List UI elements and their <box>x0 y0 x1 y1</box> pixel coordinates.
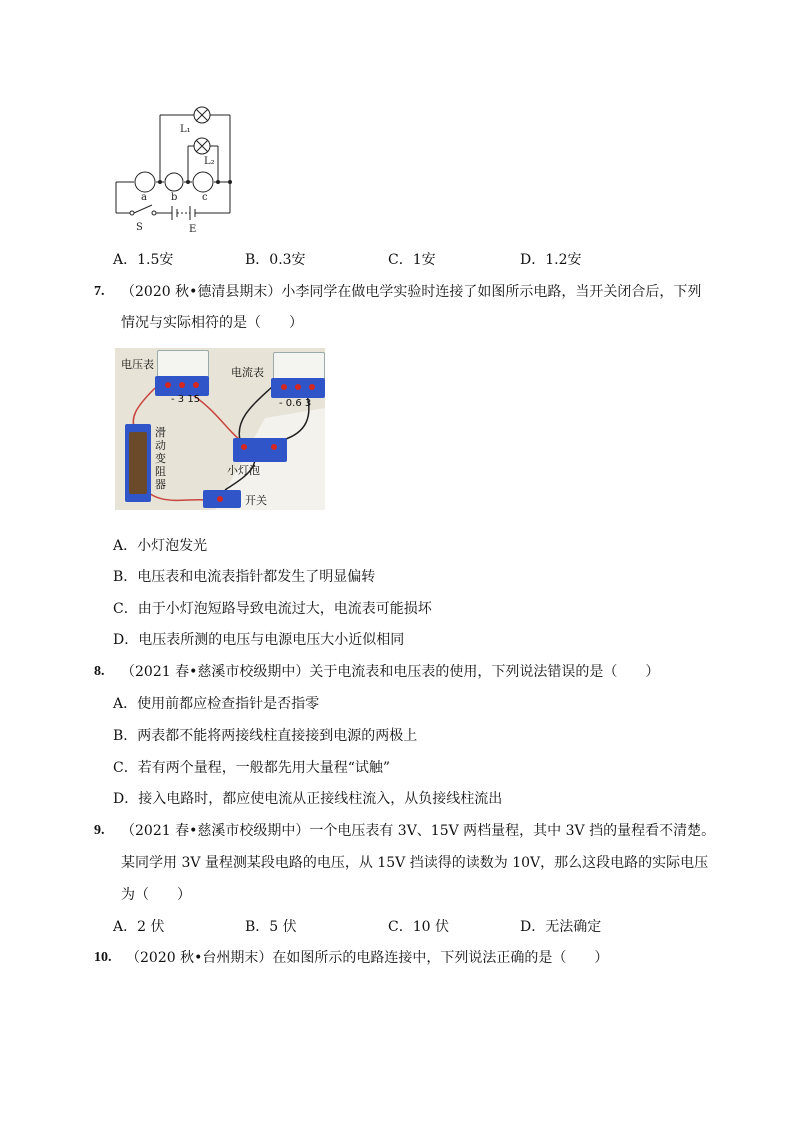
switch-blade <box>134 205 152 213</box>
ammeter-b <box>165 173 183 191</box>
q8-stem: （2021 春•慈溪市校级期中）关于电流表和电压表的使用，下列说法错误的是（ ） <box>121 664 660 680</box>
q7-stem-line1: （2020 秋•德清县期末）小李同学在做电学实验时连接了如图所示电路，当开关闭合后，下列 <box>121 284 702 300</box>
q9-option-d: D．无法确定 <box>520 919 602 935</box>
label-v-scale: - 3 15 <box>171 394 201 405</box>
ammeter-c <box>193 172 213 192</box>
q7-number: 7. <box>94 284 105 299</box>
label-a: a <box>141 192 147 203</box>
label-voltmeter: 电压表 <box>121 358 154 371</box>
q10-number: 10. <box>94 950 112 965</box>
label-rheostat: 滑 动 变 阻 器 <box>155 426 166 491</box>
label-s: S <box>136 222 143 233</box>
q7-option-b: B．电压表和电流表指针都发生了明显偏转 <box>113 569 376 585</box>
q6-option-c: C．1安 <box>388 252 436 268</box>
ammeter-a <box>135 172 155 192</box>
q8-option-b: B．两表都不能将两接线柱直接接到电源的两极上 <box>113 728 418 744</box>
label-b: b <box>171 192 178 203</box>
q9-option-c: C．10 伏 <box>388 919 449 935</box>
q9-stem-line2: 某同学用 3V 量程测某段电路的电压，从 15V 挡读得的读数为 10V，那么这段电路的实际电压 <box>121 855 709 871</box>
label-l2: L₂ <box>204 156 215 167</box>
q6-option-d: D．1.2安 <box>520 252 582 268</box>
label-e: E <box>189 224 197 235</box>
q8-option-a: A．使用前都应检查指针是否指零 <box>113 696 320 712</box>
switch-contact <box>152 211 156 215</box>
q7-option-c: C．由于小灯泡短路导致电流过大，电流表可能损坏 <box>113 601 432 617</box>
label-c: c <box>202 192 208 203</box>
q9-number: 9. <box>94 823 105 838</box>
circuit-diagram <box>110 102 240 237</box>
q6-option-b: B．0.3安 <box>245 252 306 268</box>
label-l1: L₁ <box>180 124 191 135</box>
q8-option-d: D．接入电路时，都应使电流从正接线柱流入，从负接线柱流出 <box>113 791 503 807</box>
label-switch: 开关 <box>245 494 267 507</box>
circuit-photo <box>115 348 325 510</box>
bulb-holder-image <box>233 438 287 462</box>
q9-stem-line1: （2021 春•慈溪市校级期中）一个电压表有 3V、15V 两档量程，其中 3V 挡的量程看不清楚。 <box>121 823 716 839</box>
q7-stem-line2: 情况与实际相符的是（ ） <box>121 315 303 331</box>
label-ammeter: 电流表 <box>231 366 264 379</box>
q9-option-b: B．5 伏 <box>245 919 297 935</box>
q9-stem-line3: 为（ ） <box>121 887 191 903</box>
switch-contact <box>130 211 134 215</box>
q8-option-c: C．若有两个量程，一般都先用大量程“试触” <box>113 760 391 776</box>
q7-option-d: D．电压表所测的电压与电源电压大小近似相同 <box>113 632 405 648</box>
label-a-scale: - 0.6 3 <box>279 398 312 409</box>
q8-number: 8. <box>94 664 105 679</box>
q6-option-a: A．1.5安 <box>113 252 174 268</box>
q10-stem: （2020 秋•台州期末）在如图所示的电路连接中，下列说法正确的是（ ） <box>126 950 609 966</box>
q9-option-a: A．2 伏 <box>113 919 165 935</box>
label-bulb: 小灯泡 <box>227 464 260 477</box>
q7-option-a: A．小灯泡发光 <box>113 538 208 554</box>
